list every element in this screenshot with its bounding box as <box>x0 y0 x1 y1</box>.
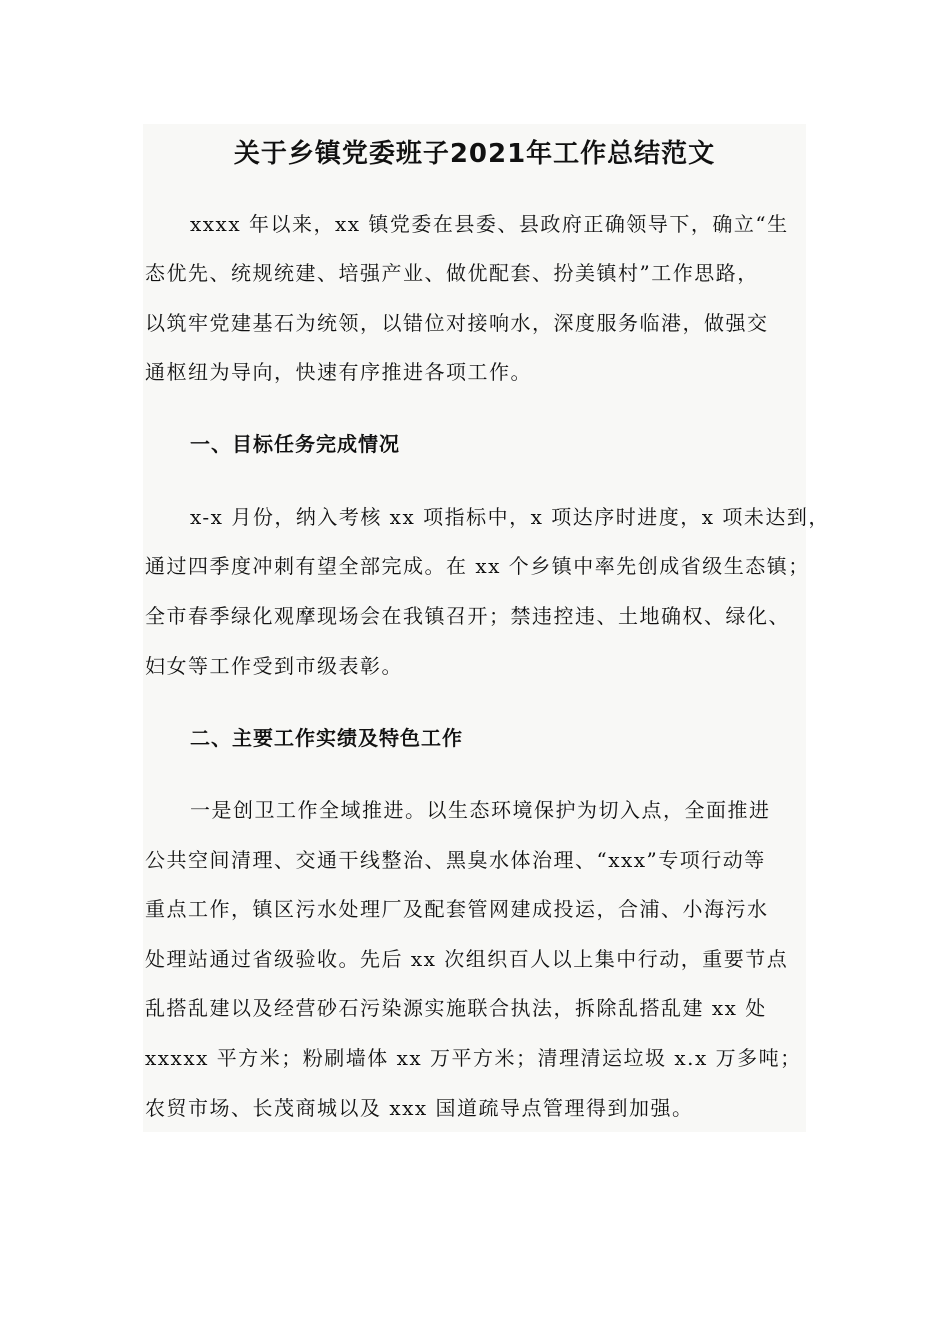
paragraph-line: 态优先、统规统建、培强产业、做优配套、扮美镇村”工作思路， <box>145 261 759 285</box>
paragraph-line: 重点工作，镇区污水处理厂及配套管网建成投运，合浦、小海污水 <box>145 897 769 921</box>
paragraph-line: 妇女等工作受到市级表彰。 <box>145 654 403 678</box>
paragraph-line: 农贸市场、长茂商城以及 xxx 国道疏导点管理得到加强。 <box>145 1096 694 1120</box>
paragraph-line: 通过四季度冲刺有望全部完成。在 xx 个乡镇中率先创成省级生态镇； <box>145 554 810 578</box>
paragraph-line: xxxxx 平方米；粉刷墙体 xx 万平方米；清理清运垃圾 x.x 万多吨； <box>145 1046 802 1070</box>
paragraph-line: 处理站通过省级验收。先后 xx 次组织百人以上集中行动，重要节点 <box>145 947 789 971</box>
paragraph-line: xxxx 年以来，xx 镇党委在县委、县政府正确领导下，确立“生 <box>190 212 789 236</box>
paragraph-line: 乱搭乱建以及经营砂石污染源实施联合执法，拆除乱搭乱建 xx 处 <box>145 996 767 1020</box>
section-heading-2: 二、主要工作实绩及特色工作 <box>190 726 463 750</box>
section-heading-1: 一、目标任务完成情况 <box>190 432 400 456</box>
paragraph-line: 公共空间清理、交通干线整治、黑臭水体治理、“xxx”专项行动等 <box>145 848 766 872</box>
paragraph-line: 通枢纽为导向，快速有序推进各项工作。 <box>145 360 532 384</box>
document-title: 关于乡镇党委班子2021年工作总结范文 <box>233 139 716 169</box>
paragraph-line: 全市春季绿化观摩现场会在我镇召开；禁违控违、土地确权、绿化、 <box>145 604 790 628</box>
paragraph-line: x-x 月份，纳入考核 xx 项指标中，x 项达序时进度，x 项未达到， <box>190 505 830 529</box>
paragraph-line: 以筑牢党建基石为统领，以错位对接响水，深度服务临港，做强交 <box>145 311 769 335</box>
paragraph-line: 一是创卫工作全域推进。以生态环境保护为切入点，全面推进 <box>190 798 771 822</box>
